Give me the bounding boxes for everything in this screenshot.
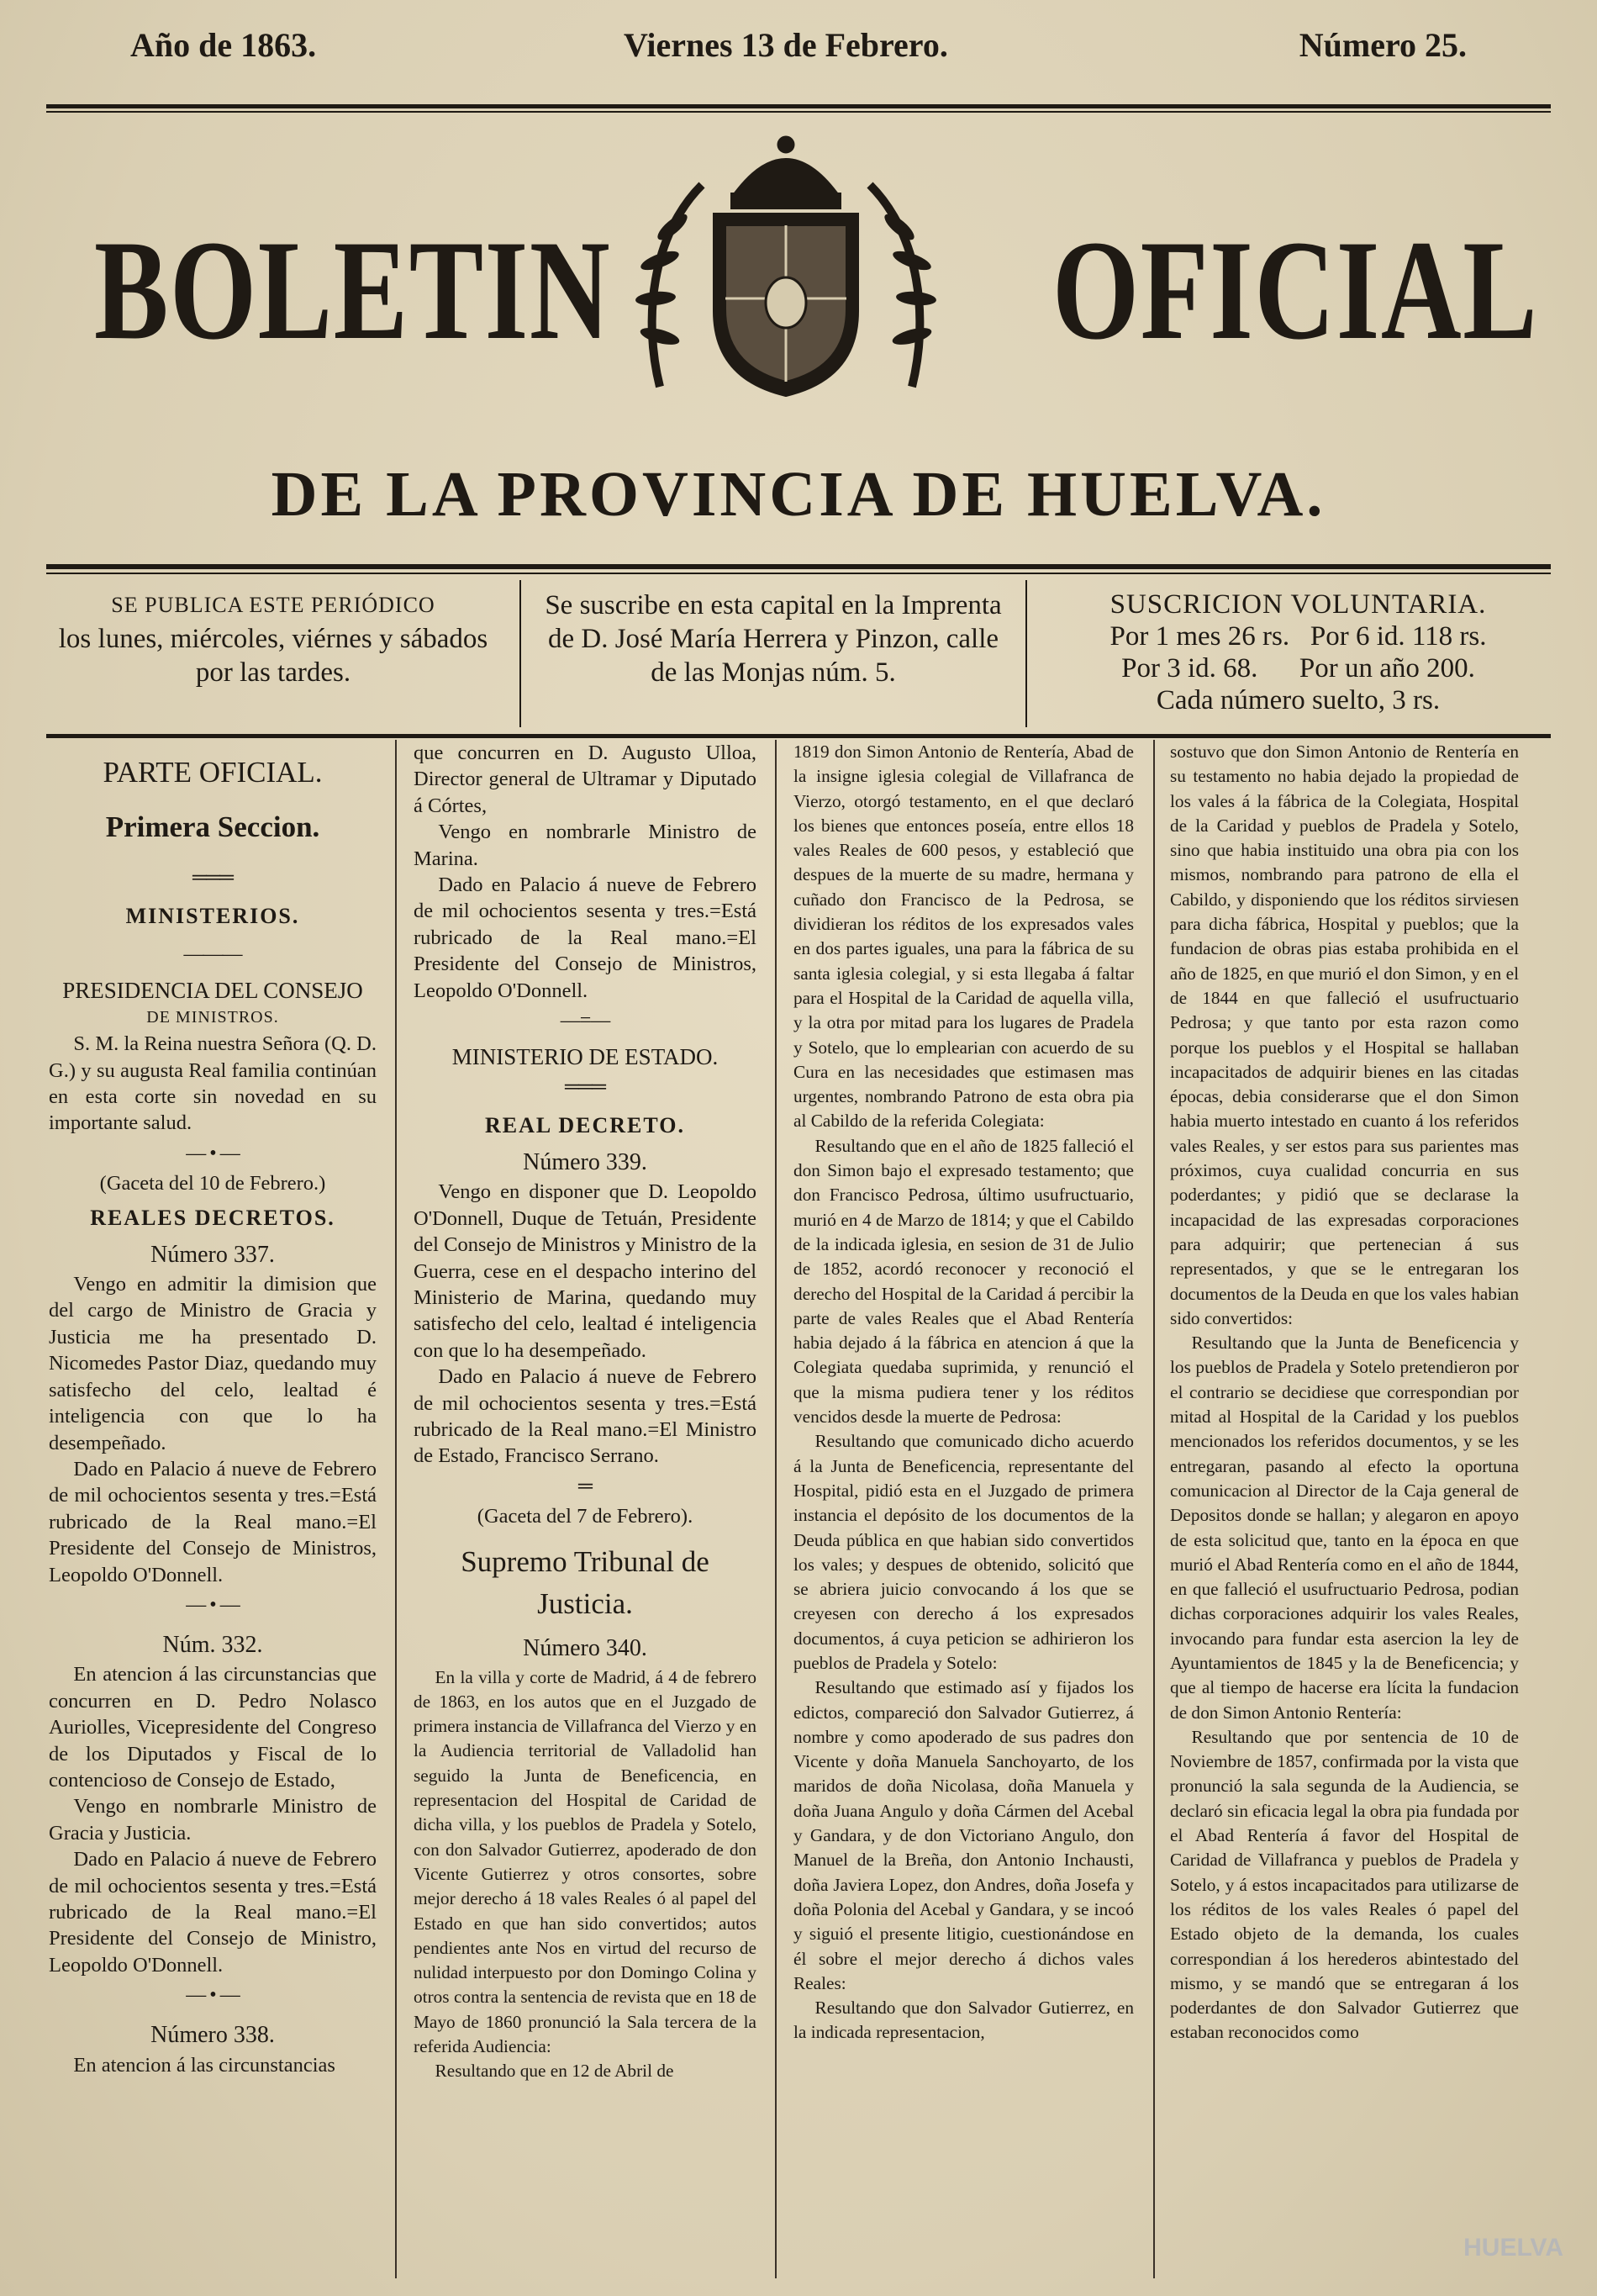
separator: ═══ [192,867,233,889]
paragraph: Resultando que por sentencia de 10 de Noviembre de 1857, confirmada por la vista que pronunció la sala segunda de la Audiencia, se declaró sin eficacia legal la obra pia fundada por el Abad Rentería á favor del Hospital de Caridad de Villafranca y pueblos de Pradela y Sotelo, y á estos incapacitados para utilizarse de los réditos de los vales Reales ó papel del Estado objeto de la demanda, los cuales correspondian á los herederos abintestado del mismo, y se mandó que se entregaran á los poderdantes de don Salvador Gutierrez que estaban reconocidos como [1170,1726,1519,2043]
info-divider-1 [519,580,521,727]
separator: — • — [186,1593,240,1616]
top-rule-thin [46,111,1551,113]
paragraph: Vengo en disponer que D. Leopoldo O'Donnell, Duque de Tetuán, Presidente del Consejo de Ministros y Ministro de la Guerra, cese en el despacho interino del Ministerio de Marina, quedando muy satisfecho del celo, lealtad é inteligencia con que lo ha desempeñado. [414,1180,756,1362]
paragraph: Vengo en nombrarle Ministro de Gracia y Justicia. [49,1795,377,1845]
separator: ——— [183,943,242,966]
paragraph: Vengo en nombrarle Ministro de Marina. [414,821,756,870]
top-rule [46,104,1551,108]
decree-number: Número 337. [150,1241,275,1268]
separator: ═══ [564,1076,605,1099]
province-title: DE LA PROVINCIA DE HUELVA. [271,459,1326,530]
issue-number: Número 25. [1299,26,1467,64]
separator: —=— [560,1010,610,1032]
publication-schedule: SE PUBLICA ESTE PERIÓDICO los lunes, miércoles, viérnes y sábados por las tardes. [58,593,488,688]
column-2 [414,740,756,2084]
info-top-rule-thin [46,573,1551,574]
subsection-heading: REALES DECRETOS. [90,1206,335,1231]
paragraph: Resultando que don Salvador Gutierrez, en la indicada representacion, [793,1998,1134,2043]
subscription-info: Se suscribe en esta capital en la Imprenta de D. José María Herrera y Pinzon, calle de las Monjas núm. 5. [545,590,1002,688]
paragraph: Vengo en admitir la dimision que del cargo de Ministro de Gracia y Justicia me ha presentado D. Nicomedes Pastor Diaz, quedando muy satisfecho del celo, lealtad é inteligencia con que lo ha desempeñado. [49,1273,377,1454]
ministry-heading: MINISTERIO DE ESTADO. [451,1044,719,1070]
watermark: HUELVA [1463,2234,1563,2262]
paragraph-continued: que concurren en D. Augusto Ulloa, Director general de Ultramar y Diputado á Córtes, [414,742,756,817]
separator: — • — [186,1142,240,1164]
paragraph: Resultando que estimado así y fijados los edictos, compareció don Salvador Gutierrez, á nombre y como apoderado de sus padres don Vicente y doña Manuela Sanchoyarto, de los maridos de doña Nicolasa, doña Manuela y doña Juana Angulo y doña Cármen del Acebal y Gandara, y de don Victoriano Angulo, don Manuel de la Breña, don Antonio Inchausti, doña Javiera Lopez, don Andres, doña Josefa y doña Polonia del Acebal y Gandara, y se incoó y siguió el presente litigio, cuestionándose en él sobre el mejor derecho á dichos vales Reales: [793,1677,1134,1993]
section-title: Primera Seccion. [105,810,320,843]
column-1 [49,740,377,2078]
issue-date: Viernes 13 de Febrero. [624,26,948,64]
column-rule-2 [775,740,777,2278]
masthead-right-word: OFICIAL [1052,211,1539,369]
paragraph: S. M. la Reina nuestra Señora (Q. D. G.) y su augusta Real familia continúan en esta corte sin novedad en su importante salud. [49,1032,377,1135]
info-bottom-rule [46,734,1551,738]
issue-year: Año de 1863. [130,26,317,64]
column-3 [793,740,1134,2045]
subsection-heading: REAL DECRETO. [485,1113,685,1138]
paragraph: Dado en Palacio á nueve de Febrero de mil ochocientos sesenta y tres.=Está rubricado de la Real mano.=El Presidente del Consejo de Ministros, Leopoldo O'Donnell. [49,1457,377,1586]
separator: — • — [186,1984,240,2007]
paragraph: En la villa y corte de Madrid, á 4 de febrero de 1863, en los autos que en el Juzgado de primera instancia de Villafranca del Vierzo y en la Audiencia territorial de Valladolid han seguido la Junta de Beneficencia, en representacion del Hospital de Caridad de dicha villa, y los pueblos de Pradela y Sotelo, con don Salvador Gutierrez, apoderado de don Vicente Gutierrez y otros consortes, sobre mejor derecho á 18 vales Reales ó al papel del Estado en que han sido convertidos; autos pendientes ante Nos en virtud del recurso de nulidad interpuesto por don Domingo Colina y otros contra la sentencia de revista que en 18 de Mayo de 1860 pronunció la Sala tercera de la referida Audiencia: [414,1666,756,2057]
paragraph-continued: 1819 don Simon Antonio de Rentería, Abad de la insigne iglesia colegial de Villafranca de Vierzo, otorgó testamento, en el que declaró los bienes que entonces poseía, entre ellos 18 vales Reales de 600 pesos, y estableció que despues de la muerte de su madre, hermana y cuñado don Francisco de la Pedrosa, se dividieran los réditos de los expresados vales en dos partes iguales, una para la fábrica de su santa iglesia colegial, y si esta llegaba á faltar para el Hospital de la Caridad de aquella villa, y la otra por mitad para los lugares de Pradela y Sotelo, que lo emplearian con acuerdo de su Cura en las necesidades que estimasen mas urgentes, nombrando Patrono de esta obra pia al Cabildo de la referida Colegiata: [793,742,1134,1132]
decree-number: Número 340. [523,1635,647,1662]
paragraph: En atencion á las circunstancias [73,2053,335,2077]
decree-number: Núm. 332. [162,1631,263,1658]
info-top-rule [46,564,1551,569]
column-rule-1 [395,740,397,2278]
paragraph-continued: sostuvo que don Simon Antonio de Rentería en su testamento no habia dejado la propiedad de los vales á la fábrica de la Colegiata, Hospital de la Caridad y pueblos de Pradela y Sotelo, sino que habia instituido una obra pia con los mismos, nombrando para patrono de ella el Cabildo, y disponiendo que los réditos sirviesen para dicha fábrica, Hospital y pueblos; que la fundacion de obras pias estaba prohibida en el año de 1825, en que murió el don Simon, y en el de 1844 en que falleció el usufructuario Pedrosa; y que tanto por esta razon como porque los pueblos y el Hospital se hallaban incapacitados de adquirir bienes en las citadas épocas, debia considerarse que el don Simon habia muerto intestado en cuanto á los referidos vales Reales, y ser estos para sus parientes mas próximos, cuya cualidad concurria en sus poderdantes; y pidió que se declarase la incapacidad de las expresadas corporaciones para adquirir; que pertenecian á sus representados, y que se le entregaran los documentos de la Deuda en que los vales habian sido convertidos: [1170,742,1519,1328]
ministry-subheading: DE MINISTROS. [146,1007,279,1027]
source-note: (Gaceta del 10 de Febrero.) [99,1171,326,1195]
separator: ═ [577,1475,592,1497]
paragraph: Dado en Palacio á nueve de Febrero de mil ochocientos sesenta y tres.=Está rubricado de la Real mano.=El Presidente del Consejo de Ministros, Leopoldo O'Donnell. [414,874,756,1002]
masthead-left-word: BOLETIN [94,211,612,369]
paragraph: Resultando que en 12 de Abril de [435,2061,674,2082]
paragraph: En atencion á las circunstancias que concurren en D. Pedro Nolasco Auriolles, Vicepresidente del Congreso de los Diputados y Fiscal de lo contencioso de Consejo de Estado, [49,1663,377,1792]
subscription-prices: SUSCRICION VOLUNTARIA. Por 1 mes 26 rs. Por 6 id. 118 rs. Por 3 id. 68. Por un año 200. Cada número suelto, 3 rs. [1109,589,1487,715]
paragraph: Resultando que en el año de 1825 falleció el don Simon bajo el expresado testamento; que don Francisco Pedrosa, último usufructuario, murió en 4 de Marzo de 1814; y que el Cabildo de la indicada iglesia, en sesion de 31 de Julio de 1852, acordó reconocer y reconoció el derecho del Hospital de la Caridad á percibir la parte de vales Reales que el Abad Rentería habia dejado á la fábrica en atencion á que la Colegiata quedaba suprimida, y renunció el que la misma pudiera tener y los réditos vencidos desde la muerte de Pedrosa: [793,1135,1134,1428]
source-note: (Gaceta del 7 de Febrero). [477,1504,693,1528]
paragraph: Resultando que comunicado dicho acuerdo á la Junta de Beneficencia, representante del Hospital, pidió esta en el Juzgado de primera instancia el depósito de los documentos de la Deuda pública en que habian sido convertidos los vales; y despues de obtenido, solicitó que se abriera juicio convocando á los que se creyesen con derecho á los expresados documentos, á cuya peticion se adhirieron los pueblos de Pradela y Sotelo: [793,1431,1134,1673]
header-line [126,25,1471,76]
column-4 [1170,740,1519,2045]
decree-number: Número 338. [150,2022,275,2049]
section-heading: Supremo Tribunal de Justicia. [461,1545,709,1621]
royal-coat-of-arms-icon [626,135,946,412]
masthead [0,135,1597,369]
column-rule-3 [1153,740,1155,2278]
paragraph: Dado en Palacio á nueve de Febrero de mil ochocientos sesenta y tres.=Está rubricado de la Real mano.=El Presidente del Consejo de Ministro, Leopoldo O'Donnell. [49,1848,377,1977]
paragraph: Dado en Palacio á nueve de Febrero de mil ochocientos sesenta y tres.=Está rubricado de la Real mano.=El Ministro de Estado, Francisco Serrano. [414,1365,756,1468]
ministry-heading: PRESIDENCIA DEL CONSEJO [62,978,363,1004]
paragraph: Resultando que la Junta de Beneficencia y los pueblos de Pradela y Sotelo pretendieron por el contrario se decidiese que correspondian por mitad al Hospital de la Caridad y los pueblos mencionados los referidos documentos, y se les entregaran, pasando al efecto la oportuna comunicacion al Director de la Caja general de Depositos donde se hallan; y alegaron en apoyo de esta solicitud que, tanto en la época en que murió el Abad Rentería como en el año de 1844, en que falleció el usufructuario Pedrosa, podian dichas corporaciones adquirir los vales Reales, invocando para fundar esta asercion la ley de Ayuntamientos de 1845 y la de Beneficencia; y que al tiempo de hacerse era lícita la fundacion de don Simon Antonio Rentería: [1170,1333,1519,1723]
decree-number: Número 339. [523,1148,647,1175]
section-heading: PARTE OFICIAL. [103,756,323,789]
subsection-heading: MINISTERIOS. [125,904,300,928]
info-divider-2 [1025,580,1027,727]
